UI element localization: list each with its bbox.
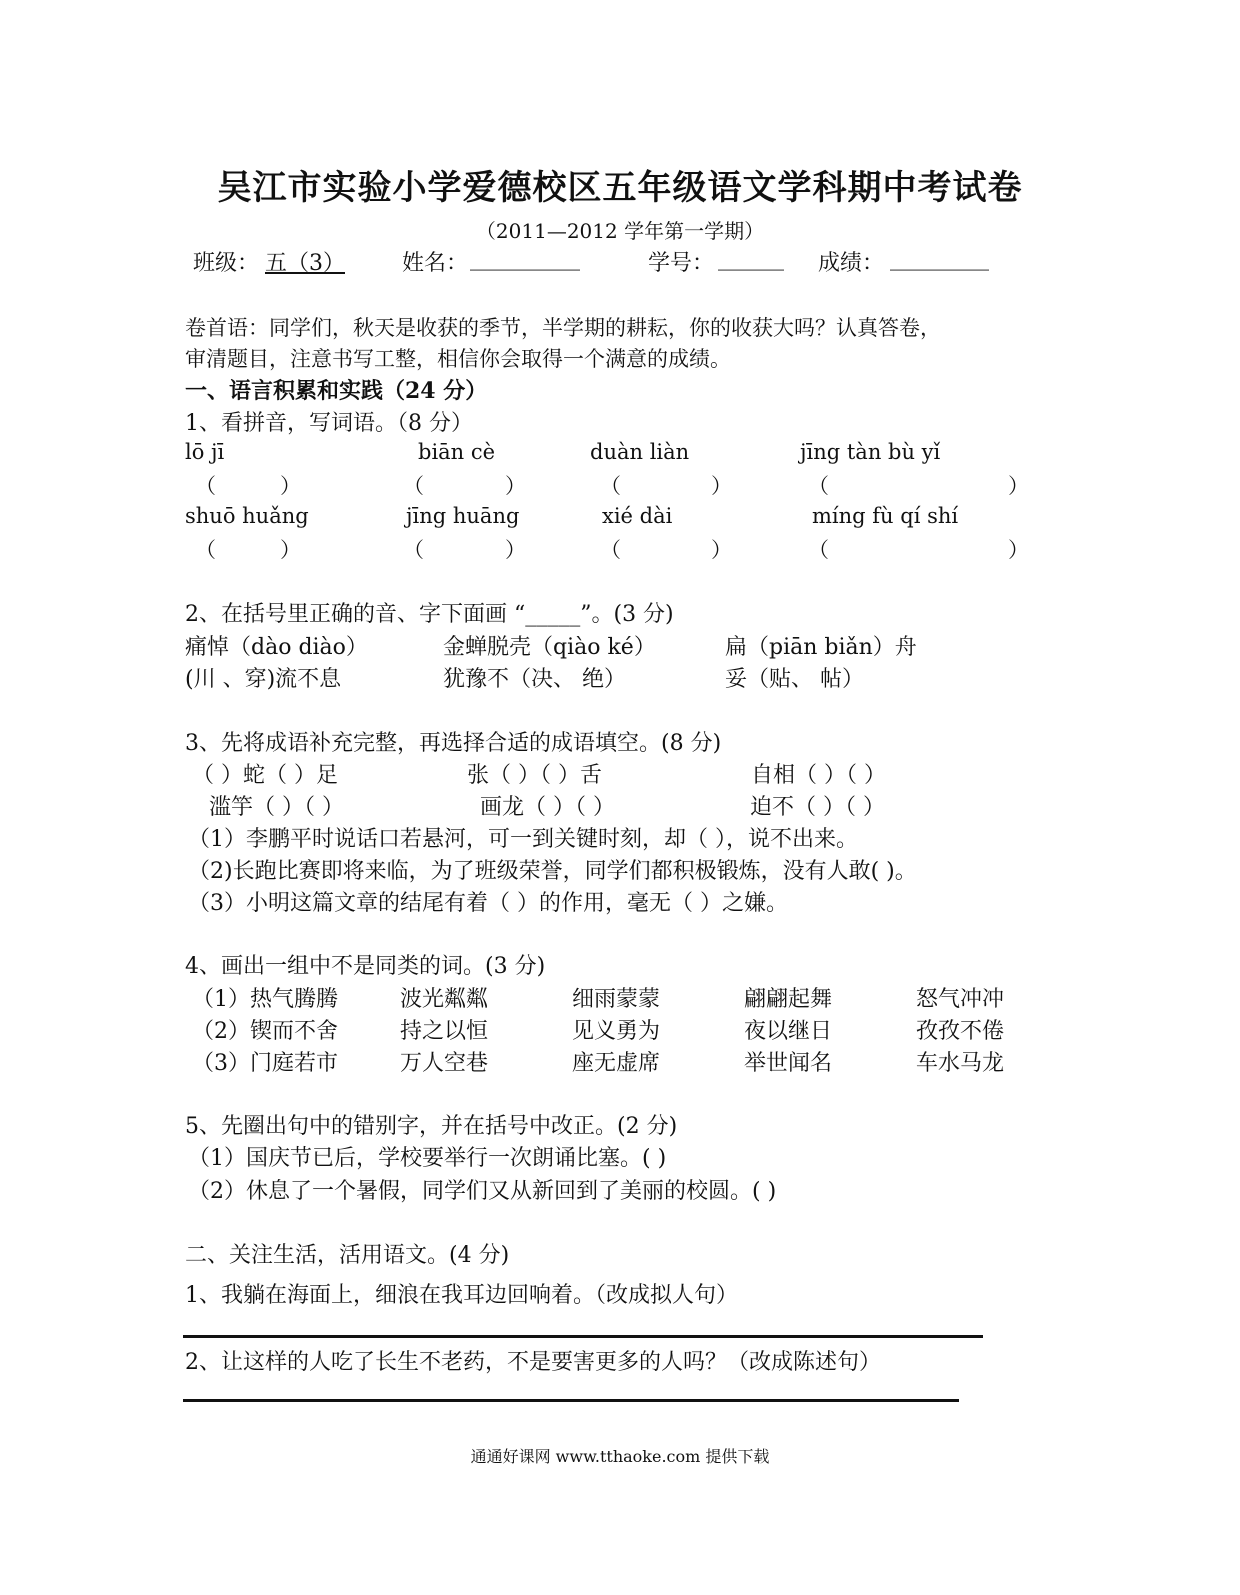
q2-item-1: 痛悼（dào diào） — [185, 635, 368, 660]
answer-paren-close: ） — [1008, 538, 1029, 562]
student-id-label: 学号： — [648, 251, 715, 276]
word-3-1: （3）门庭若市 — [192, 1051, 338, 1076]
pinyin-1-2: biān cè — [418, 440, 496, 464]
part2-heading: 二、关注生活，活用语文。(4 分) — [185, 1243, 510, 1268]
word-3-2: 万人空巷 — [400, 1051, 489, 1076]
q3-sentence-2: （2)长跑比赛即将来临，为了班级荣誉，同学们都积极锻炼，没有人敢( )。 — [188, 859, 917, 884]
pinyin-1-3: duàn liàn — [590, 440, 690, 464]
answer-paren-close: ） — [505, 474, 526, 498]
word-3-3: 座无虚席 — [572, 1051, 661, 1076]
answer-paren-close: ） — [280, 474, 301, 498]
q2-item-5: 犹豫不（决、 绝） — [443, 667, 626, 692]
score-label: 成绩： — [818, 251, 885, 276]
name-blank: __________ — [470, 246, 580, 271]
q2-item-6: 妥（贴、 帖） — [725, 667, 864, 692]
class-label: 班级： — [193, 251, 260, 276]
part2-q2: 2、让这样的人吃了长生不老药，不是要害更多的人吗？（改成陈述句） — [185, 1350, 881, 1375]
answer-paren-close: ） — [711, 538, 732, 562]
intro-line-2: 审清题目，注意书写工整，相信你会取得一个满意的成绩。 — [185, 347, 731, 371]
q3-sentence-1: （1）李鹏平时说话口若悬河，可一到关键时刻，却（ ），说不出来。 — [188, 827, 858, 852]
part2-q1: 1、我躺在海面上，细浪在我耳边回响着。（改成拟人句） — [185, 1283, 738, 1308]
q2-item-2: 金蝉脱壳（qiào ké） — [443, 635, 656, 660]
pinyin-1-4: jīng tàn bù yǐ — [800, 440, 941, 464]
idiom-2: 张（ ）（ ）舌 — [467, 763, 602, 788]
answer-paren-open: （ — [600, 474, 621, 498]
pinyin-1-1: lō jī — [185, 440, 225, 464]
pinyin-2-2: jīng huāng — [406, 504, 520, 528]
q2-title: 2、在括号里正确的音、字下面画 “_____”。(3 分) — [185, 602, 674, 627]
q4-title: 4、画出一组中不是同类的词。(3 分) — [185, 954, 546, 979]
score-blank: _________ — [890, 246, 989, 271]
word-1-3: 细雨蒙蒙 — [572, 987, 661, 1012]
student-id-blank: ______ — [718, 246, 784, 271]
answer-paren-open: （ — [403, 474, 424, 498]
answer-paren-close: ） — [711, 474, 732, 498]
word-1-5: 怒气冲冲 — [916, 987, 1005, 1012]
word-2-1: （2）锲而不舍 — [192, 1019, 338, 1044]
pinyin-2-4: míng fù qí shí — [812, 504, 959, 528]
q2-item-3: 扁（piān biǎn）舟 — [725, 635, 917, 660]
word-2-2: 持之以恒 — [400, 1019, 489, 1044]
idiom-4: 滥竽（ ）（ ） — [209, 795, 344, 820]
answer-paren-open: （ — [195, 474, 216, 498]
answer-paren-open: （ — [403, 538, 424, 562]
pinyin-2-1: shuō huǎng — [185, 504, 309, 528]
answer-line — [183, 1399, 959, 1402]
intro-line-1: 卷首语：同学们，秋天是收获的季节，半学期的耕耘，你的收获大吗？认真答卷， — [185, 316, 941, 340]
answer-paren-close: ） — [280, 538, 301, 562]
word-1-2: 波光粼粼 — [400, 987, 489, 1012]
idiom-6: 迫不（ ）（ ） — [750, 795, 885, 820]
q3-sentence-3: （3）小明这篇文章的结尾有着（ ）的作用，毫无（ ）之嫌。 — [188, 891, 788, 916]
class-value: 五（3） — [265, 251, 345, 276]
answer-paren-close: ） — [1008, 474, 1029, 498]
q1-title: 1、看拼音，写词语。（8 分） — [185, 411, 473, 436]
idiom-3: 自相（ ）（ ） — [751, 763, 886, 788]
q3-title: 3、先将成语补充完整，再选择合适的成语填空。(8 分) — [185, 731, 722, 756]
exam-title: 吴江市实验小学爱德校区五年级语文学科期中考试卷 — [217, 168, 1023, 208]
answer-paren-open: （ — [808, 538, 829, 562]
footer-credit: 通通好课网 www.tthaoke.com 提供下载 — [470, 1447, 770, 1466]
word-2-4: 夜以继日 — [744, 1019, 833, 1044]
idiom-1: （ ）蛇（ ）足 — [192, 763, 338, 788]
q5-sentence-2: （2）休息了一个暑假，同学们又从新回到了美丽的校圆。( ) — [188, 1179, 777, 1204]
answer-paren-close: ） — [505, 538, 526, 562]
answer-paren-open: （ — [808, 474, 829, 498]
word-1-4: 翩翩起舞 — [744, 987, 833, 1012]
q5-sentence-1: （1）国庆节已后，学校要举行一次朗诵比塞。( ) — [188, 1146, 667, 1171]
exam-subtitle: （2011—2012 学年第一学期） — [475, 219, 765, 243]
word-3-5: 车水马龙 — [916, 1051, 1005, 1076]
q2-item-4: (川 、穿)流不息 — [185, 667, 342, 692]
q5-title: 5、先圈出句中的错别字，并在括号中改正。(2 分) — [185, 1114, 678, 1139]
answer-paren-open: （ — [195, 538, 216, 562]
word-2-5: 孜孜不倦 — [916, 1019, 1005, 1044]
answer-paren-open: （ — [600, 538, 621, 562]
pinyin-2-3: xié dài — [602, 504, 673, 528]
word-3-4: 举世闻名 — [744, 1051, 833, 1076]
word-2-3: 见义勇为 — [572, 1019, 661, 1044]
word-1-1: （1）热气腾腾 — [192, 987, 338, 1012]
idiom-5: 画龙（ ）（ ） — [480, 795, 615, 820]
answer-line — [183, 1335, 983, 1338]
name-label: 姓名： — [402, 251, 469, 276]
part1-heading: 一、语言积累和实践（24 分） — [185, 378, 488, 404]
